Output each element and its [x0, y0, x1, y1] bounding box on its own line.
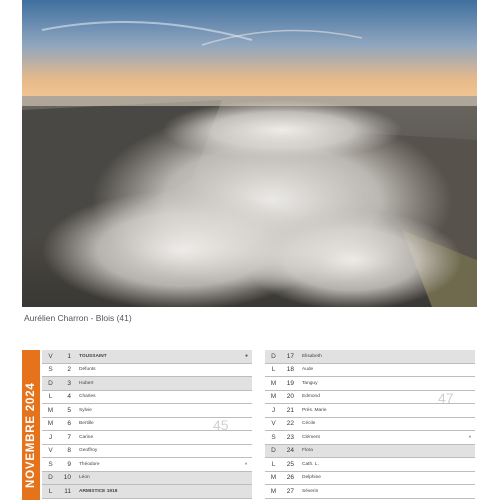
week-number-47: 47 — [438, 390, 454, 406]
weekday-letter: V — [48, 447, 53, 455]
weekday-letter: D — [48, 379, 53, 387]
weekday-letter: L — [48, 487, 53, 495]
calendar-day-row — [265, 485, 475, 499]
month-label: NOVEMBRE 2024 — [25, 382, 37, 488]
day-number: 27 — [286, 487, 294, 495]
saint-name: Flora — [302, 448, 313, 454]
day-number: 2 — [67, 366, 71, 374]
day-number: 8 — [67, 447, 71, 455]
weekday-letter: V — [271, 420, 276, 428]
day-number: 21 — [286, 406, 294, 414]
weekday-letter: M — [270, 487, 277, 495]
calendar-day-row — [265, 431, 475, 445]
day-number: 9 — [67, 460, 71, 468]
calendar-day-row — [265, 404, 475, 418]
day-number: 17 — [286, 352, 294, 360]
saint-name: Sylvie — [79, 407, 92, 413]
weekday-letter: M — [270, 474, 277, 482]
calendar-day-row — [265, 377, 475, 391]
calendar-day-row — [265, 418, 475, 432]
weekday-letter: M — [270, 393, 277, 401]
weekday-letter: D — [271, 352, 276, 360]
weekday-letter: J — [48, 433, 53, 441]
day-number: 1 — [67, 352, 71, 360]
saint-name: Aude — [302, 367, 314, 373]
day-number: 18 — [286, 366, 294, 374]
weekday-letter: M — [47, 406, 54, 414]
weekday-letter: L — [48, 393, 53, 401]
day-number: 6 — [67, 420, 71, 428]
day-number: 20 — [286, 393, 294, 401]
moon-phase-icon: ● — [244, 353, 248, 360]
weekday-letter: V — [48, 352, 53, 360]
calendar-day-row — [265, 445, 475, 459]
saint-name: Carine — [79, 434, 94, 440]
calendar-day-row — [42, 458, 252, 472]
calendar-day-row — [42, 404, 252, 418]
weekday-letter: L — [271, 366, 276, 374]
month-band — [22, 350, 40, 500]
calendar-day-row — [265, 364, 475, 378]
saint-name: Défunts — [79, 367, 96, 373]
calendar-day-row — [265, 472, 475, 486]
calendar-day-row — [265, 458, 475, 472]
day-number: 10 — [63, 474, 71, 482]
saint-name: Elisabeth — [302, 353, 322, 359]
saint-name: Charles — [79, 394, 96, 400]
weekday-letter: J — [271, 406, 276, 414]
calendar-day-row — [42, 377, 252, 391]
day-number: 26 — [286, 474, 294, 482]
saint-name: TOUSSAINT — [79, 353, 107, 359]
weekday-letter: S — [48, 460, 53, 468]
calendar-day-row — [42, 364, 252, 378]
saint-name: Tanguy — [302, 380, 318, 386]
saint-name: Delphine — [302, 475, 321, 481]
saint-name: Hubert — [79, 380, 94, 386]
calendar-day-row — [42, 485, 252, 499]
weekday-letter: L — [271, 460, 276, 468]
calendar-right-column — [265, 350, 475, 499]
saint-name: Léon — [79, 475, 90, 481]
photo-illustration — [22, 0, 477, 307]
saint-name: Prés. Marie — [302, 407, 327, 413]
day-number: 22 — [286, 420, 294, 428]
saint-name: Bertille — [79, 421, 94, 427]
calendar-day-row — [42, 350, 252, 364]
day-number: 5 — [67, 406, 71, 414]
saint-name: ARMISTICE 1918 — [79, 488, 118, 494]
calendar-day-row — [42, 445, 252, 459]
moon-phase-icon: ◑ — [467, 434, 471, 441]
day-number: 23 — [286, 433, 294, 441]
day-number: 4 — [67, 393, 71, 401]
calendar-day-row — [265, 350, 475, 364]
day-number: 19 — [286, 379, 294, 387]
weekday-letter: D — [271, 447, 276, 455]
day-number: 3 — [67, 379, 71, 387]
saint-name: Clément — [302, 434, 320, 440]
saint-name: Cécile — [302, 421, 316, 427]
saint-name: Théodore — [79, 461, 100, 467]
calendar-day-row — [42, 472, 252, 486]
weekday-letter: S — [271, 433, 276, 441]
calendar-day-row — [42, 391, 252, 405]
weekday-letter: M — [47, 420, 54, 428]
weekday-letter: M — [270, 379, 277, 387]
aerial-photo — [22, 0, 477, 307]
saint-name: Séverin — [302, 488, 319, 494]
saint-name: Geoffroy — [79, 448, 98, 454]
photo-caption: Aurélien Charron - Blois (41) — [24, 313, 132, 323]
moon-phase-icon: ◐ — [244, 461, 248, 468]
weekday-letter: D — [48, 474, 53, 482]
weekday-letter: S — [48, 366, 53, 374]
day-number: 25 — [286, 460, 294, 468]
saint-name: Cath. L. — [302, 461, 319, 467]
calendar-day-row — [42, 431, 252, 445]
day-number: 11 — [64, 487, 71, 495]
day-number: 24 — [286, 447, 294, 455]
saint-name: Edmond — [302, 394, 320, 400]
week-number-45: 45 — [213, 417, 229, 433]
day-number: 7 — [67, 433, 71, 441]
